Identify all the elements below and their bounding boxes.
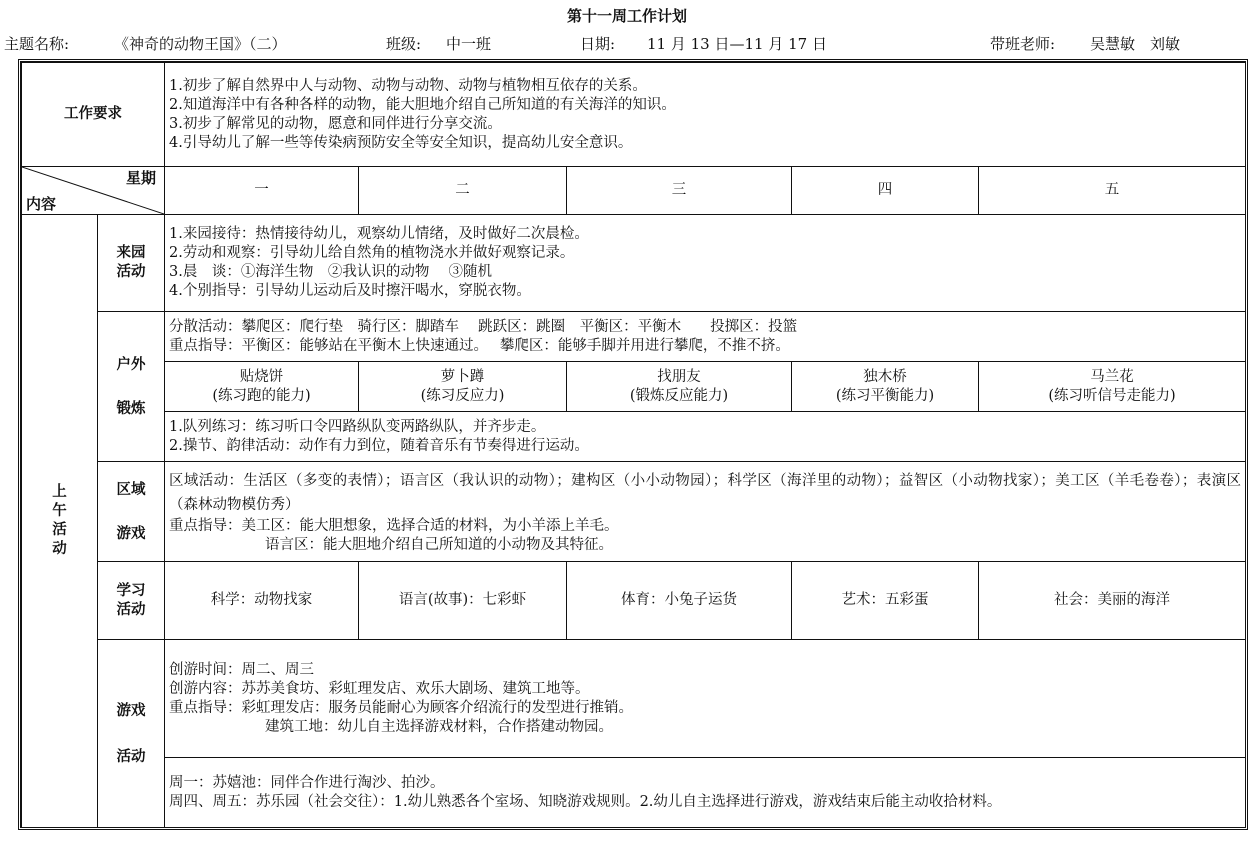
area-focus-1: 重点指导：美工区：能大胆想象，选择合适的材料，为小羊添上羊毛。: [169, 517, 619, 534]
play-content: 创游内容：苏苏美食坊、彩虹理发店、欢乐大剧场、建筑工地等。: [169, 680, 590, 697]
play-label: 游戏 活动: [98, 640, 165, 828]
arrival-row: [22, 215, 1246, 312]
outdoor-game-thu: 独木桥 (练习平衡能力): [792, 362, 979, 412]
outdoor-game-mon: 贴烧饼 (练习跑的能力): [165, 362, 359, 412]
outdoor-game-wed: 找朋友 (锻炼反应能力): [567, 362, 792, 412]
arrival-item: 4.个别指导：引导幼儿运动后及时擦汗喝水，穿脱衣物。: [169, 283, 531, 299]
area-games-row: [22, 462, 1246, 562]
learning-wed: 体育：小兔子运货: [567, 562, 792, 640]
outdoor-scattered: 分散活动：攀爬区：爬行垫 骑行区：脚踏车 跳跃区：跳圈 平衡区：平衡木 投掷区：投篮: [169, 318, 798, 335]
plan-table-frame: [18, 59, 1248, 830]
play-week-content: [165, 758, 1246, 828]
weekday-wed: 三: [567, 167, 792, 215]
weekday-tue: 二: [359, 167, 567, 215]
outdoor-scattered-content: [165, 312, 1246, 362]
learning-tue: 语言(故事)：七彩虾: [359, 562, 567, 640]
outdoor-drills-row: [22, 412, 1246, 462]
theme-label: 主题名称:: [4, 35, 70, 53]
work-requirements-content: [165, 63, 1246, 167]
class-value: 中一班: [446, 35, 492, 53]
work-requirement-item: 1.初步了解自然界中人与动物、动物与动物、动物与植物相互依存的关系。: [169, 77, 647, 94]
play-main-content: [165, 640, 1246, 758]
corner-weekday-label: 星期: [125, 169, 156, 187]
area-activities: 区域活动：生活区（多变的表情）；语言区（我认识的动物）；建构区（小小动物园）；科学区（海洋里的动物）；益智区（小动物找家）；美工区（羊毛卷卷）；表演区（森林动物模仿秀）: [169, 472, 1242, 513]
area-games-content: [165, 462, 1246, 562]
arrival-item: 3.晨 谈：①海洋生物 ②我认识的动物 ③随机: [169, 264, 492, 280]
play-focus-2: 建筑工地：幼儿自主选择游戏材料，合作搭建动物园。: [265, 718, 613, 735]
outdoor-games-row: [22, 362, 1246, 412]
date-label: 日期:: [580, 35, 616, 53]
weekday-thu: 四: [792, 167, 979, 215]
outdoor-drill-item: 1.队列练习：练习听口令四路纵队变两路纵队，并齐步走。: [169, 418, 546, 435]
morning-activities-label: 上 午 活 动: [22, 215, 98, 828]
teacher-value: 吴慧敏 刘敏: [1090, 35, 1181, 53]
play-focus-1: 重点指导：彩虹理发店：服务员能耐心为顾客介绍流行的发型进行推销。: [169, 699, 633, 716]
play-thu-fri: 周四、周五：苏乐园（社会交往）：1.幼儿熟悉各个室场、知晓游戏规则。2.幼儿自主选择进行游戏，游戏结束后能主动收拾材料。: [169, 793, 1002, 810]
outdoor-label: 户外 锻炼: [98, 312, 165, 462]
theme-value: 《神奇的动物王国》（二）: [114, 35, 287, 53]
weekly-plan-table: [21, 62, 1246, 828]
work-requirements-row: [22, 63, 1246, 167]
corner-content-label: 内容: [26, 195, 57, 213]
play-week-row: [22, 758, 1246, 828]
outdoor-drill-item: 2.操节、韵律活动：动作有力到位，随着音乐有节奏得进行运动。: [169, 437, 589, 454]
document-title: 第十一周工作计划: [566, 7, 687, 25]
learning-row: [22, 562, 1246, 640]
weekday-mon: 一: [165, 167, 359, 215]
work-requirement-item: 3.初步了解常见的动物，愿意和同伴进行分享交流。: [169, 115, 502, 132]
outdoor-game-fri: 马兰花 (练习听信号走能力): [979, 362, 1246, 412]
outdoor-focus: 重点指导：平衡区：能够站在平衡木上快速通过。 攀爬区：能够手脚并用进行攀爬，不推不挤。: [169, 337, 790, 354]
class-label: 班级:: [386, 35, 422, 53]
arrival-item: 2.劳动和观察：引导幼儿给自然角的植物浇水并做好观察记录。: [169, 245, 575, 261]
play-monday: 周一：苏嬉池：同伴合作进行淘沙、拍沙。: [169, 774, 445, 791]
weekday-corner-cell: [22, 167, 165, 215]
play-time: 创游时间：周二、周三: [169, 661, 314, 678]
weekday-header-row: [22, 167, 1246, 215]
work-requirement-item: 2.知道海洋中有各种各样的动物，能大胆地介绍自己所知道的有关海洋的知识。: [169, 96, 676, 113]
arrival-item: 1.来园接待：热情接待幼儿，观察幼儿情绪，及时做好二次晨检。: [169, 226, 589, 242]
date-value: 11 月 13 日—11 月 17 日: [647, 35, 827, 53]
learning-fri: 社会：美丽的海洋: [979, 562, 1246, 640]
outdoor-focus-row: [22, 312, 1246, 362]
work-requirement-item: 4.引导幼儿了解一些等传染病预防安全等安全知识，提高幼儿安全意识。: [169, 134, 633, 151]
arrival-content: [165, 215, 1246, 312]
outdoor-game-tue: 萝卜蹲 (练习反应力): [359, 362, 567, 412]
learning-thu: 艺术：五彩蛋: [792, 562, 979, 640]
area-focus-2: 语言区：能大胆地介绍自己所知道的小动物及其特征。: [265, 536, 613, 553]
weekday-fri: 五: [979, 167, 1246, 215]
arrival-label: 来园 活动: [98, 215, 165, 312]
teacher-label: 带班老师:: [990, 35, 1056, 53]
outdoor-drills-content: [165, 412, 1246, 462]
work-requirements-label: 工作要求: [22, 63, 165, 167]
play-main-row: [22, 640, 1246, 758]
learning-label: 学习 活动: [98, 562, 165, 640]
area-games-label: 区域 游戏: [98, 462, 165, 562]
learning-mon: 科学：动物找家: [165, 562, 359, 640]
